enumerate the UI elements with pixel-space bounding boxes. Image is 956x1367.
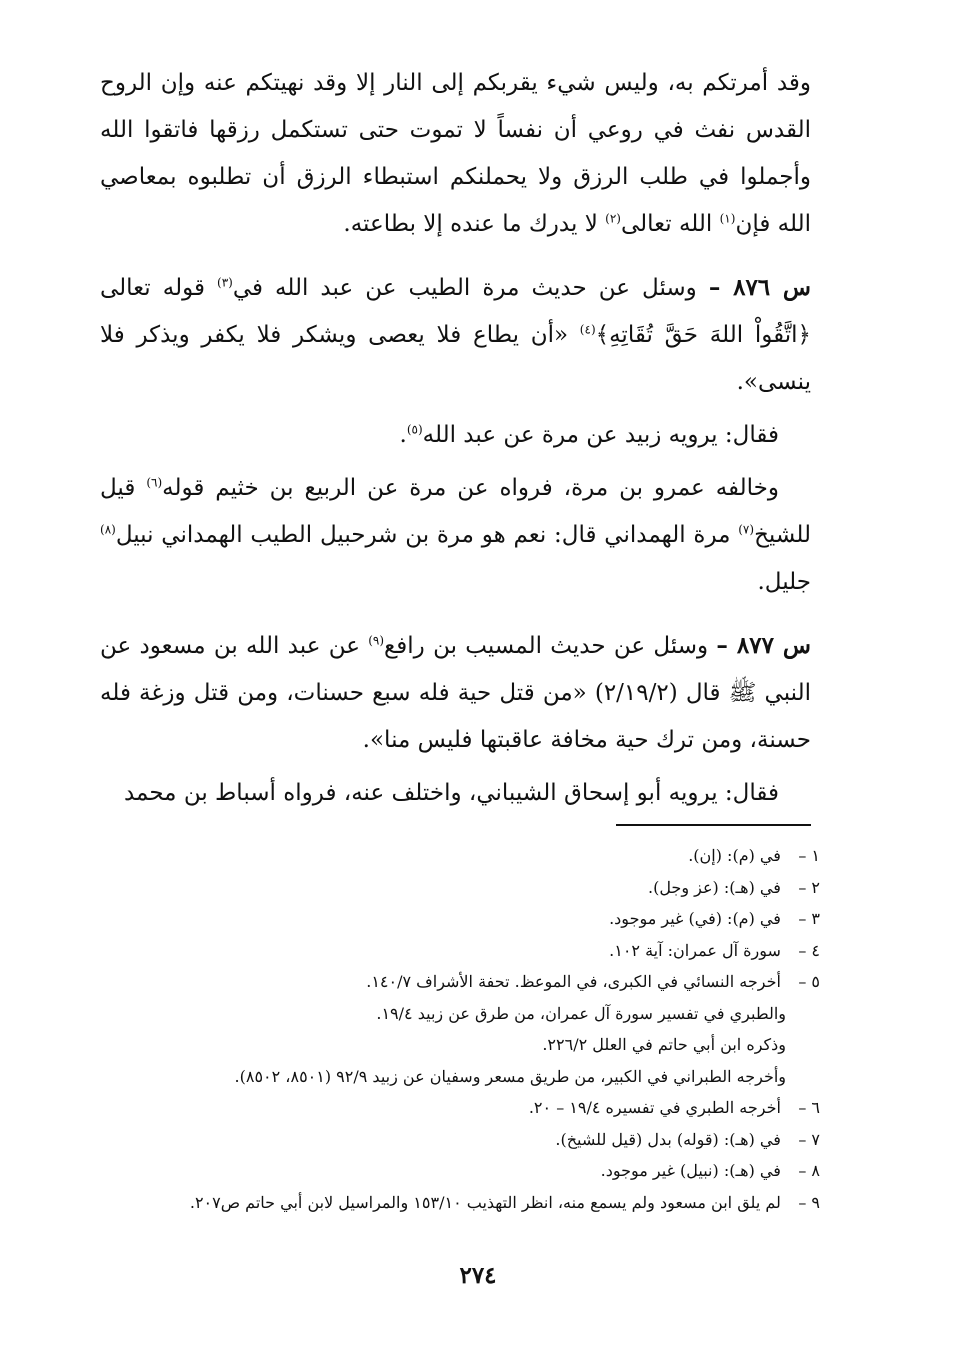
footnote-text: في (هـ): (قوله) بدل (قيل للشيخ). <box>555 1129 781 1149</box>
footnote-number: ٧ – <box>798 1129 820 1149</box>
text-run: عن عبد الله بن مسعود عن النبي ﷺ قال (٢/١٩/٢) «من قتل حية فله سبع حسنات، ومن قتل وزغة فله حسنة، ومن ترك حية مخافة عاقبتها فليس منا». <box>100 633 811 753</box>
text-run: فقال: يرويه أبو إسحاق الشيباني، واختلف عنه، فرواه أسباط بن محمد <box>123 780 779 806</box>
footnote-ref-2: (٢) <box>605 211 621 226</box>
footnote-text: سورة آل عمران: آية ١٠٢. <box>609 940 781 960</box>
footnote-5-continuation: وأخرجه الطبراني في الكبير، من طريق مسعر وسفيان عن زبيد ٩٢/٩ (٨٥٠١، ٨٥٠٢). <box>234 1066 786 1086</box>
text-run: . <box>399 422 407 448</box>
footnote-6 <box>100 1092 820 1124</box>
footnote-number: ٨ – <box>798 1161 820 1180</box>
text-run: قوله تعالى ﴿اتَّقُواْ اللهَ حَقَّ تُقَاتِهِ﴾ <box>100 275 811 348</box>
paragraph-3 <box>100 465 811 606</box>
question-877 <box>100 622 811 764</box>
footnote-8 <box>100 1155 820 1187</box>
paragraph-1 <box>100 60 811 248</box>
footnote-5-continuation: والطبري في تفسير سورة آل عمران، من طرق عن زبيد ١٩/٤. <box>376 1003 786 1023</box>
footnote-4 <box>100 935 820 967</box>
footnote-number: ٩ – <box>798 1192 820 1212</box>
text-run: «أن يطاع فلا يعصى ويشكر فلا يكفر ويذكر فلا ينسى». <box>100 322 811 395</box>
footnote-text: أخرجه الطبري في تفسيره ١٩/٤ – ٢٠. <box>528 1098 781 1117</box>
footnote-ref-4: (٤) <box>579 322 596 337</box>
footnote-ref-1: (١) <box>719 211 736 226</box>
text-run: وسئل عن حديث مرة الطيب عن عبد الله في <box>232 275 709 301</box>
text-run: جليل. <box>757 569 811 595</box>
footnote-text: في (م): (في) غير موجود. <box>609 909 781 928</box>
text-run: وسئل عن حديث المسيب بن رافع <box>384 633 717 659</box>
text-run: وخالفه عمرو بن مرة، فرواه عن مرة عن الربيع بن خثيم قوله <box>162 475 779 501</box>
footnote-3 <box>100 903 820 935</box>
footnote-number: ٦ – <box>798 1098 820 1117</box>
question-number: س ٨٧٧ – <box>716 632 811 659</box>
footnote-text: لم يلق ابن مسعود ولم يسمع منه، انظر التهذيب ١٥٣/١٠ والمراسيل لابن أبي حاتم ص٢٠٧. <box>189 1192 781 1212</box>
answer-877 <box>100 770 811 817</box>
footnote-text: في (هـ): (عز وجل). <box>647 877 781 897</box>
footnote-ref-3: (٣) <box>217 275 233 290</box>
footnote-ref-6: (٦) <box>146 475 163 490</box>
footnote-ref-9: (٩) <box>368 633 385 648</box>
answer-876 <box>100 412 811 459</box>
footnote-ref-7: (٧) <box>738 522 755 537</box>
text-run: مرة الهمداني قال: نعم هو مرة بن شرحبيل الطيب الهمداني نبيل <box>115 522 739 548</box>
footnote-number: ٥ – <box>798 972 820 991</box>
footnote-9 <box>100 1187 820 1219</box>
text-run: وقد أمرتكم به، وليس شيء يقربكم إلى النار إلا وقد نهيتكم عنه وإن الروح القدس نفث في روعي أن نفساً لا تموت حتى تستكمل رزقها فاتقوا الله وأجملوا في طلب الرزق ولا يحملنكم استبطاء الرزق أن تطلبوه بمعاصي الله فإن <box>100 70 811 237</box>
footnote-1 <box>100 840 820 872</box>
page-number: ٢٧٤ <box>459 1262 497 1289</box>
main-text <box>100 60 811 817</box>
footnote-number: ٢ – <box>798 877 820 897</box>
text-run: قيل للشيخ <box>100 475 811 548</box>
footnote-2 <box>100 872 820 904</box>
footnote-number: ٣ – <box>798 909 820 928</box>
footnote-text: في (هـ): (نبيل) غير موجود. <box>600 1161 781 1180</box>
footnote-ref-5: (٥) <box>406 422 423 437</box>
footnote-ref-8: (٨) <box>100 522 116 537</box>
text-run: فقال: يرويه زبيد عن مرة عن عبد الله <box>422 422 779 448</box>
footnote-5-continuation: وذكره ابن أبي حاتم في العلل ٢٢٦/٢. <box>542 1035 786 1054</box>
footnote-7 <box>100 1124 820 1156</box>
text-run: الله تعالى <box>620 211 720 237</box>
footnote-text: في (م): (إن). <box>688 846 781 865</box>
footnote-number: ١ – <box>798 846 820 865</box>
text-run: لا يدرك ما عنده إلا بطاعته. <box>343 211 606 237</box>
question-number: س ٨٧٦ – <box>708 274 811 301</box>
footnote-divider <box>616 824 811 826</box>
footnote-text: أخرجه النسائي في الكبرى، في الموعظ. تحفة الأشراف ١٤٠/٧. <box>366 972 781 991</box>
footnote-5 <box>100 966 820 998</box>
footnotes <box>100 840 820 1218</box>
question-876 <box>100 264 811 406</box>
footnote-number: ٤ – <box>798 940 820 960</box>
